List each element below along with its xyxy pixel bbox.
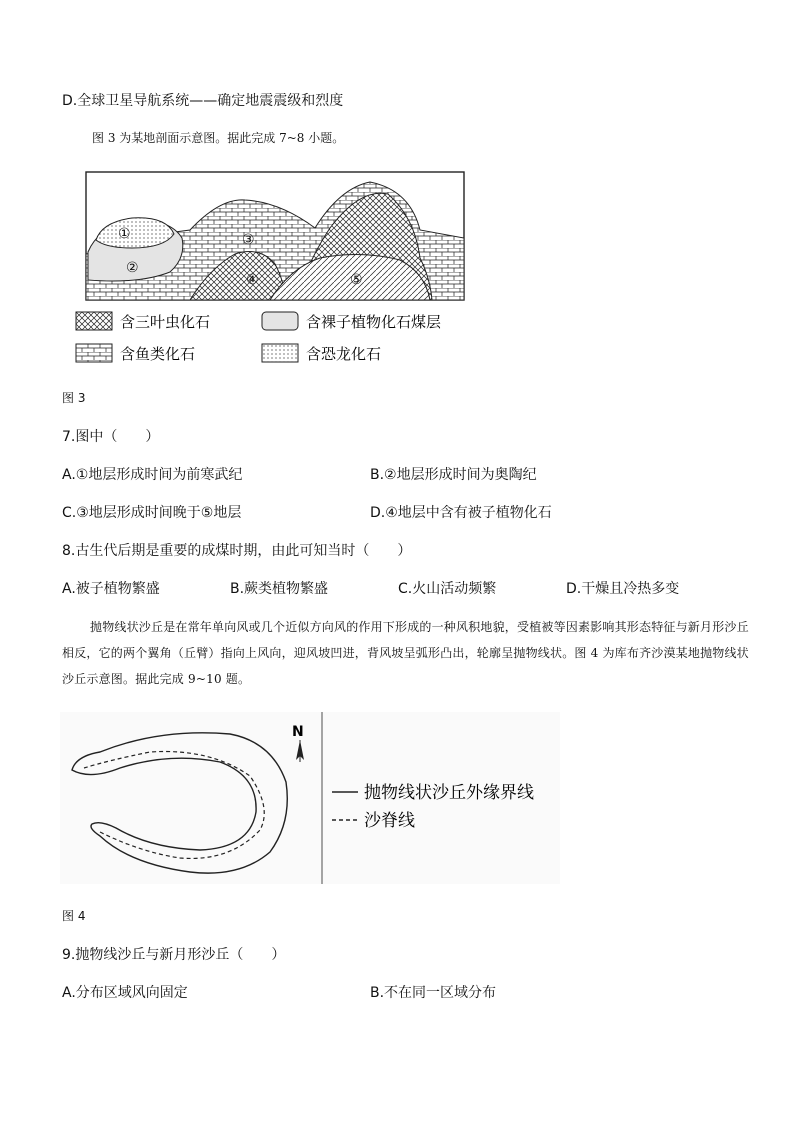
label-layer-5: ⑤ bbox=[350, 272, 363, 288]
q7-option-a: A.①地层形成时间为前寒武纪 bbox=[62, 467, 243, 483]
label-layer-3: ③ bbox=[242, 232, 255, 248]
q6-option-d: D.全球卫星导航系统——确定地震震级和烈度 bbox=[62, 93, 344, 109]
q9-stem: 9.抛物线沙丘与新月形沙丘（ ） bbox=[62, 947, 286, 963]
q8-option-c: C.火山活动频繁 bbox=[398, 581, 497, 597]
label-layer-1: ① bbox=[118, 226, 131, 242]
q7-option-d: D.④地层中含有被子植物化石 bbox=[370, 505, 552, 521]
intro-9-10-paragraph bbox=[62, 614, 758, 692]
label-layer-2: ② bbox=[126, 260, 139, 276]
q7-option-c: C.③地层形成时间晚于⑤地层 bbox=[62, 505, 242, 521]
q9-option-b: B.不在同一区域分布 bbox=[370, 985, 497, 1001]
legend-trilobite: 含三叶虫化石 bbox=[120, 313, 211, 331]
q8-option-a: A.被子植物繁盛 bbox=[62, 581, 160, 597]
legend-outer-boundary: 抛物线状沙丘外缘界线 bbox=[364, 783, 534, 803]
legend-swatch-gymnosperm bbox=[262, 312, 298, 330]
figure-3-cross-section bbox=[70, 168, 490, 368]
legend-swatch-fish bbox=[76, 344, 112, 362]
label-layer-4: ④ bbox=[246, 272, 259, 288]
q7-option-b: B.②地层形成时间为奥陶纪 bbox=[370, 467, 537, 483]
figure-3-caption: 图 3 bbox=[62, 391, 86, 405]
q8-option-d: D.干燥且冷热多变 bbox=[566, 581, 680, 597]
layer-1-dinosaur bbox=[96, 218, 174, 248]
q8-option-b: B.蕨类植物繁盛 bbox=[230, 581, 329, 597]
legend-gymnosperm: 含裸子植物化石煤层 bbox=[306, 313, 442, 331]
north-label: N bbox=[292, 724, 304, 740]
intro-9-10-text: 抛物线状沙丘是在常年单向风或几个近似方向风的作用下形成的一种风积地貌，受植被等因素影响其形态特征与新月形沙丘相反，它的两个翼角（丘臂）指向上风向，迎风坡凹进，背风坡呈弧形凸出，轮廓呈抛物线状。图 4 为库布齐沙漠某地抛物线状沙丘示意图。据此完成 9~10 题。 bbox=[62, 620, 749, 686]
figure-3-legend bbox=[76, 312, 441, 363]
legend-sand-ridge: 沙脊线 bbox=[364, 811, 415, 831]
q8-stem: 8.古生代后期是重要的成煤时期，由此可知当时（ ） bbox=[62, 543, 412, 559]
figure-4-caption: 图 4 bbox=[62, 909, 86, 923]
legend-fish: 含鱼类化石 bbox=[120, 345, 196, 363]
legend-dinosaur: 含恐龙化石 bbox=[306, 345, 382, 363]
figure-4-parabolic-dune bbox=[60, 712, 560, 884]
q7-stem: 7.图中（ ） bbox=[62, 429, 160, 445]
legend-swatch-dinosaur bbox=[262, 344, 298, 362]
legend-swatch-trilobite bbox=[76, 312, 112, 330]
intro-7-8: 图 3 为某地剖面示意图。据此完成 7~8 小题。 bbox=[92, 131, 345, 145]
q9-option-a: A.分布区域风向固定 bbox=[62, 985, 188, 1001]
